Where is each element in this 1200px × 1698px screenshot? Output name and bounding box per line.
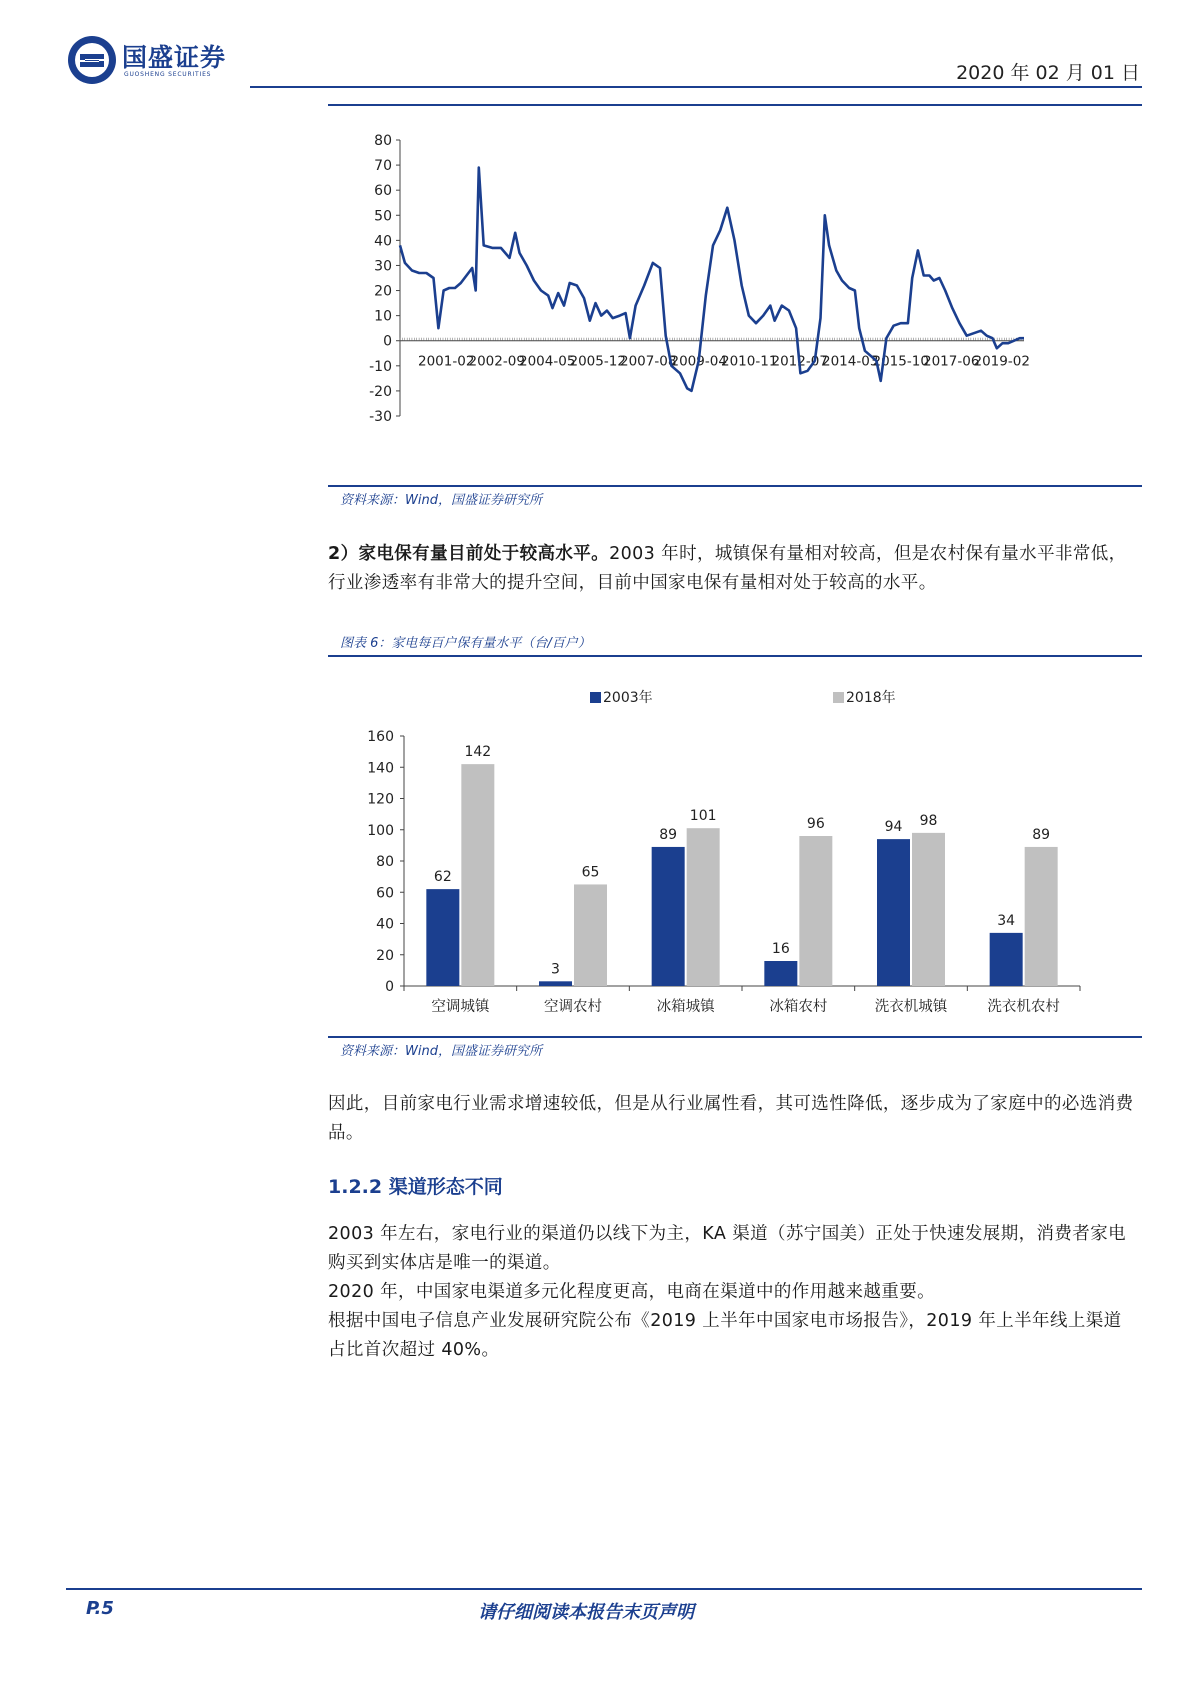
bar-value-label: 16 <box>771 941 790 957</box>
legend-swatch <box>833 692 844 703</box>
x-tick-label: 2007-08 <box>620 353 677 370</box>
x-tick-label: 2014-03 <box>822 353 879 370</box>
logo-icon <box>66 34 118 86</box>
header-divider <box>250 86 1142 88</box>
section-heading: 1.2.2 渠道形态不同 <box>328 1176 503 1198</box>
figure6-caption: 图表 6：家电每百户保有量水平（台/百户） <box>340 636 591 651</box>
bar <box>799 836 832 986</box>
paragraph-ownership <box>328 540 1134 598</box>
y-tick-label: 70 <box>374 158 392 175</box>
y-tick-label: 140 <box>367 760 394 777</box>
figure5-source: 资料来源：Wind，国盛证券研究所 <box>340 493 542 508</box>
x-tick-label: 2009-04 <box>670 353 727 370</box>
y-tick-label: -20 <box>369 383 392 400</box>
x-category-label: 冰箱农村 <box>769 999 828 1015</box>
x-tick-label: 2015-10 <box>872 353 929 370</box>
x-category-label: 空调城镇 <box>431 999 490 1015</box>
y-tick-label: 40 <box>374 233 392 250</box>
y-tick-label: 100 <box>367 822 394 839</box>
bar <box>764 961 797 986</box>
figure6-top-rule <box>328 655 1142 657</box>
y-tick-label: 80 <box>376 854 394 870</box>
y-tick-label: 20 <box>376 947 394 964</box>
section-line-1: 2003 年左右，家电行业的渠道仍以线下为主，KA 渠道（苏宁国美）正处于快速发展期，消费者家电购买到实体店是唯一的渠道。 <box>328 1224 1126 1273</box>
figure5-top-rule <box>328 104 1142 106</box>
logo-subtitle: GUOSHENG SECURITIES <box>124 71 212 78</box>
bar <box>574 884 607 986</box>
x-tick-label: 2019-02 <box>973 353 1030 370</box>
footer-disclaimer: 请仔细阅读本报告末页声明 <box>478 1602 694 1623</box>
bar-value-label: 101 <box>689 808 717 825</box>
y-tick-label: 60 <box>376 885 394 902</box>
y-tick-label: 0 <box>383 333 392 350</box>
x-category-label: 空调农村 <box>544 999 602 1015</box>
bar <box>877 839 910 986</box>
y-tick-label: 20 <box>374 283 392 300</box>
x-tick-label: 2001-02 <box>418 353 475 370</box>
legend-label: 2018年 <box>846 690 896 706</box>
figure5-bottom-rule <box>328 485 1142 487</box>
bar-chart <box>328 672 1140 1022</box>
y-tick-label: 10 <box>374 308 392 325</box>
paragraph-necessity: 因此，目前家电行业需求增速较低，但是从行业属性看，其可选性降低，逐步成为了家庭中的必选消费品。 <box>328 1094 1134 1143</box>
x-tick-label: 2010-11 <box>721 353 778 370</box>
bar <box>539 981 572 986</box>
figure6-source: 资料来源：Wind，国盛证券研究所 <box>340 1044 542 1059</box>
x-tick-label: 2004-05 <box>519 353 576 370</box>
x-tick-label: 2002-09 <box>468 353 525 370</box>
bar <box>990 933 1023 986</box>
y-tick-label: 50 <box>374 208 392 225</box>
company-logo <box>66 34 256 86</box>
y-tick-label: 60 <box>374 183 392 200</box>
x-tick-label: 2005-12 <box>569 353 626 370</box>
bar-value-label: 65 <box>581 864 600 881</box>
line-chart <box>328 118 1140 480</box>
bar-value-label: 62 <box>433 869 452 886</box>
bar-value-label: 89 <box>659 826 678 843</box>
paragraph-ownership-text: 2003 年时，城镇保有量相对较高，但是农村保有量水平非常低，行业渗透率有非常大的提升空间，目前中国家电保有量相对处于较高的水平。 <box>328 544 1127 593</box>
bar-value-label: 142 <box>464 744 492 761</box>
bar-value-label: 94 <box>884 819 903 836</box>
bar-value-label: 96 <box>806 816 825 832</box>
y-tick-label: 0 <box>385 979 394 995</box>
section-line-2: 2020 年，中国家电渠道多元化程度更高，电商在渠道中的作用越来越重要。 <box>328 1282 935 1302</box>
bar <box>687 828 720 986</box>
x-category-label: 冰箱城镇 <box>656 999 715 1015</box>
report-date: 2020 年 02 月 01 日 <box>956 62 1140 84</box>
bar <box>461 764 494 986</box>
y-tick-label: -10 <box>369 358 392 375</box>
legend-label: 2003年 <box>603 690 653 706</box>
logo-name: 国盛证券 <box>122 43 227 72</box>
y-tick-label: 30 <box>374 258 392 275</box>
bar-value-label: 34 <box>997 912 1016 929</box>
bar <box>912 833 945 986</box>
y-tick-label: 120 <box>367 791 394 808</box>
footer-rule <box>66 1588 1142 1590</box>
x-category-label: 洗衣机农村 <box>987 999 1060 1015</box>
x-tick-label: 2012-07 <box>771 353 828 370</box>
y-tick-label: -30 <box>369 409 392 425</box>
figure6-bottom-rule <box>328 1036 1142 1038</box>
y-tick-label: 40 <box>376 916 394 933</box>
legend-swatch <box>590 692 601 703</box>
x-category-label: 洗衣机城镇 <box>874 999 948 1015</box>
y-tick-label: 80 <box>374 133 392 149</box>
bar-value-label: 89 <box>1032 826 1051 843</box>
bar <box>426 889 459 986</box>
bar <box>652 847 685 986</box>
section-body <box>328 1220 1134 1365</box>
bar <box>1025 847 1058 986</box>
bar-value-label: 3 <box>551 961 560 978</box>
y-tick-label: 160 <box>367 729 394 745</box>
paragraph-ownership-bold: 2）家电保有量目前处于较高水平。 <box>328 544 610 564</box>
section-line-3: 根据中国电子信息产业发展研究院公布《2019 上半年中国家电市场报告》，2019 年上半年线上渠道占比首次超过 40%。 <box>328 1311 1122 1360</box>
bar-value-label: 98 <box>919 812 938 829</box>
page-number: P.5 <box>86 1598 114 1619</box>
x-tick-label: 2017-06 <box>923 353 980 370</box>
